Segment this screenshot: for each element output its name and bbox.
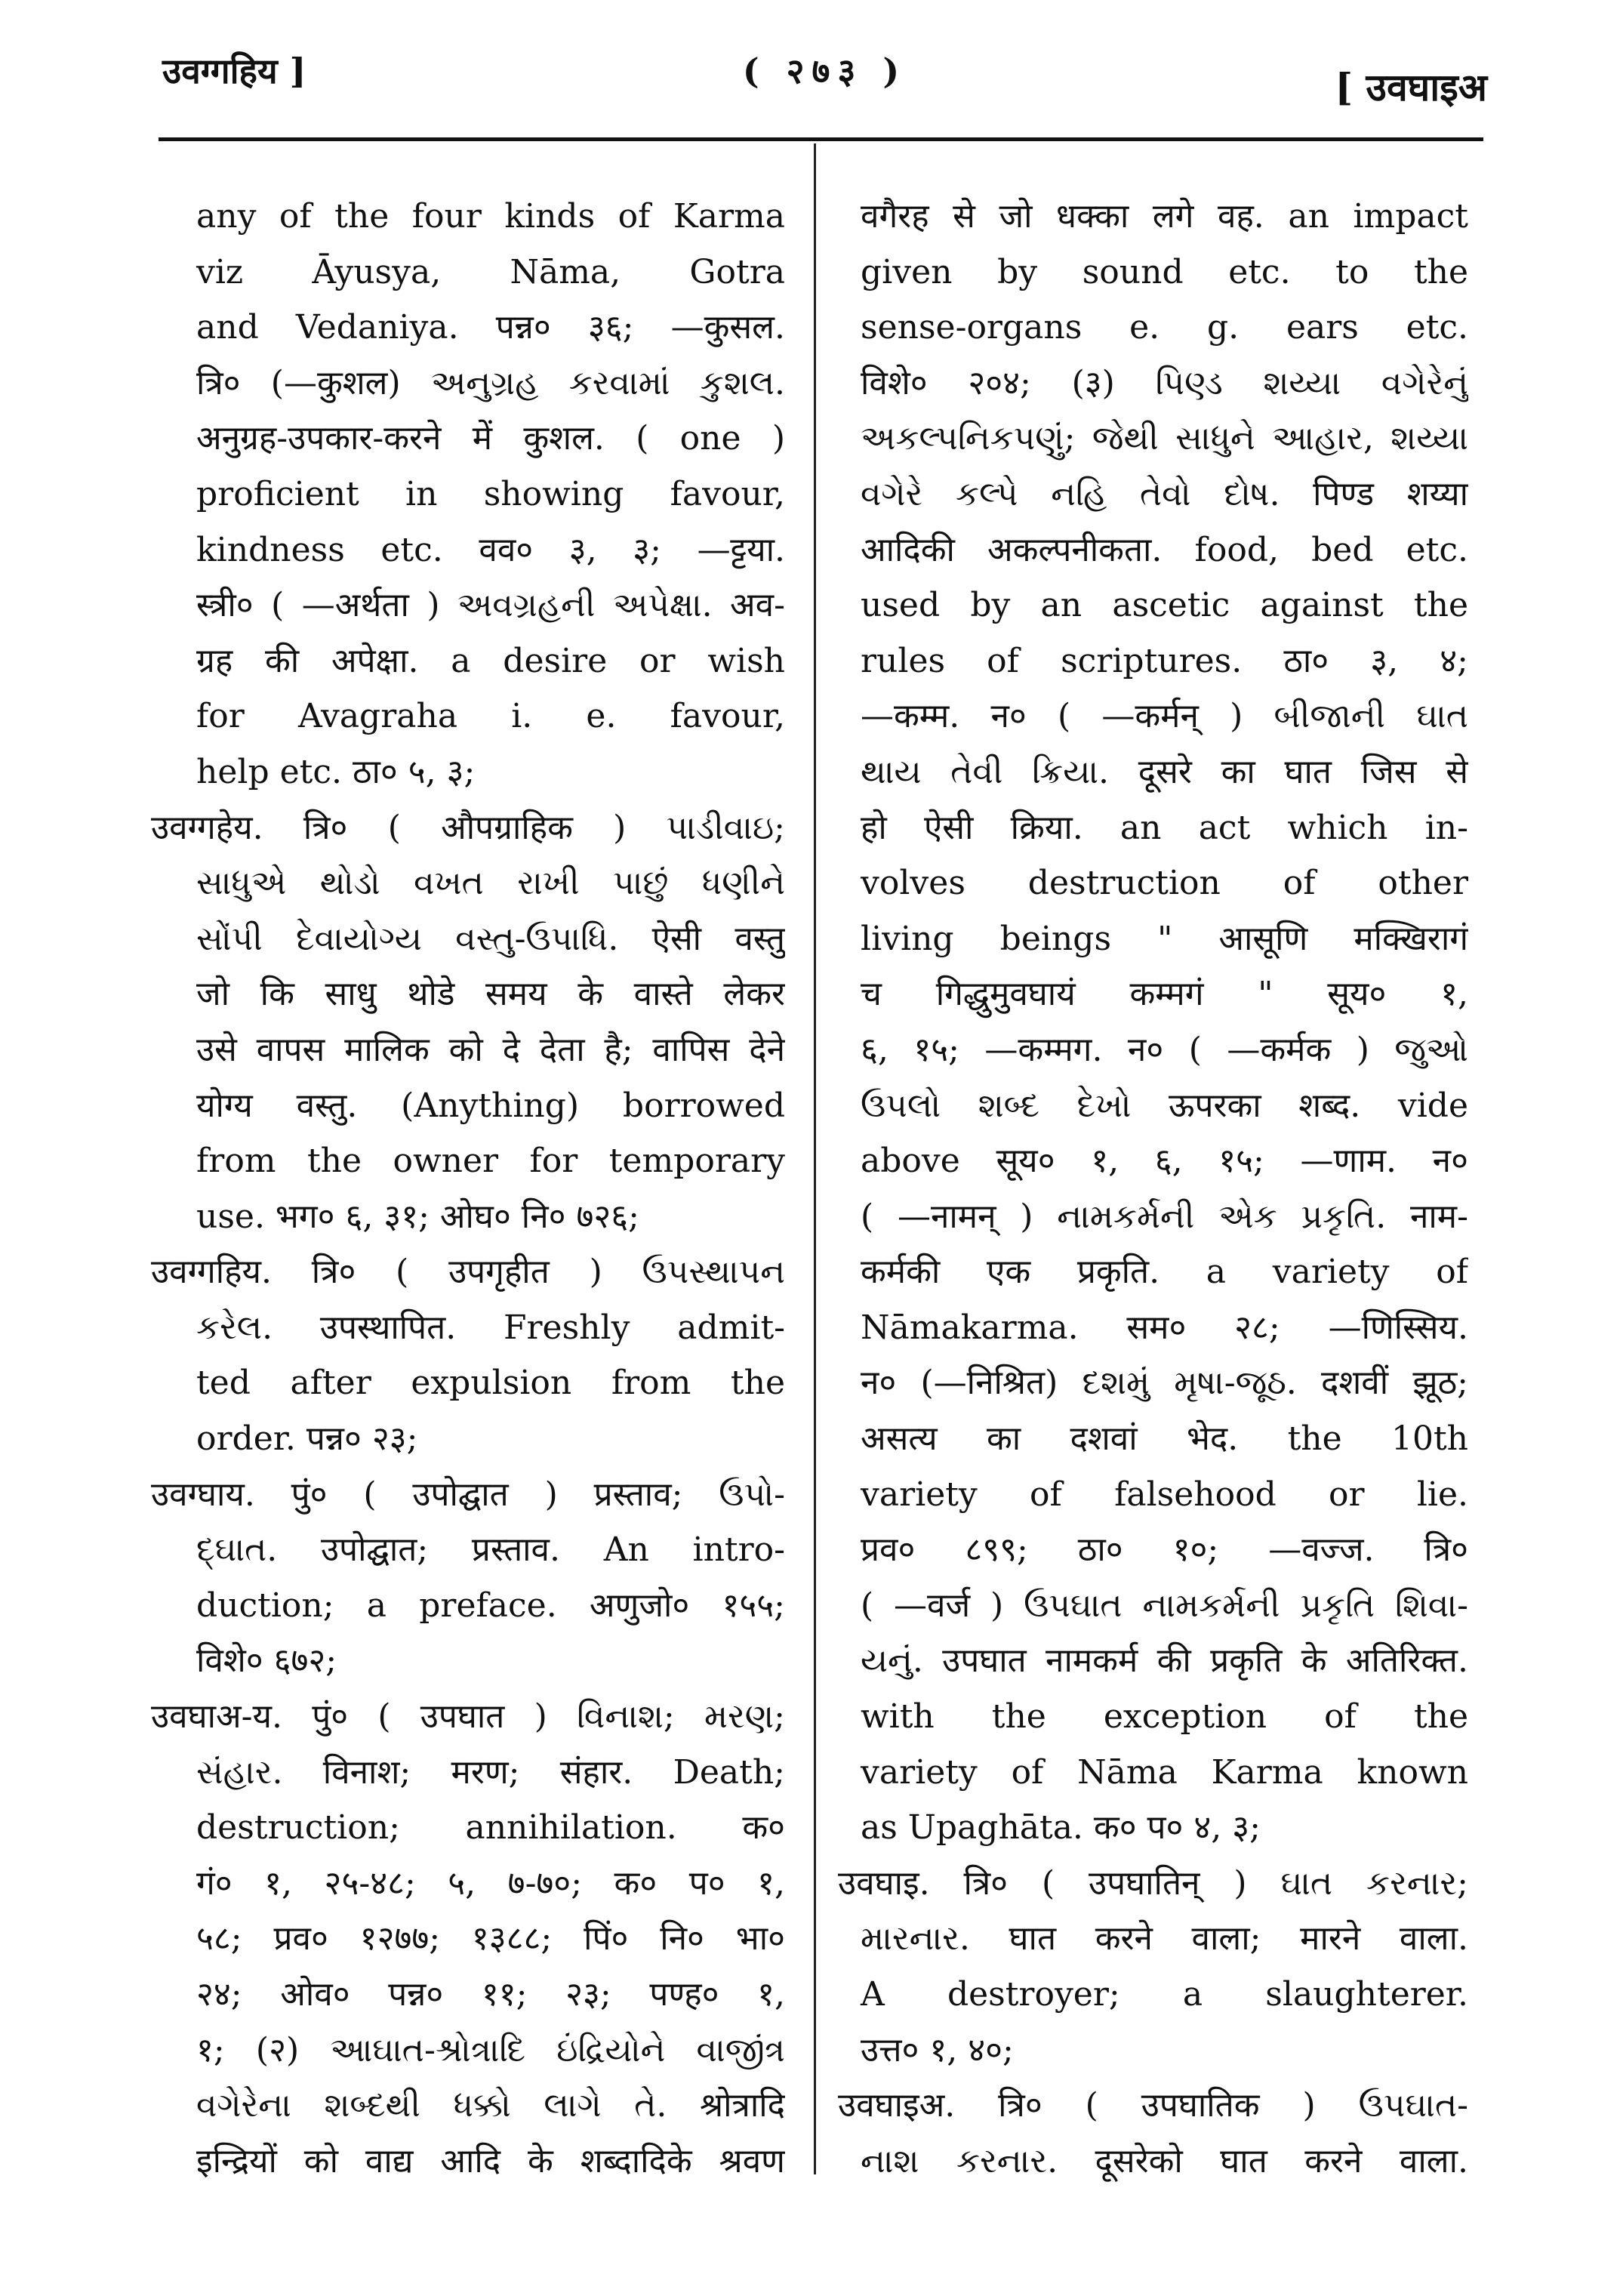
text-line: विशे० २०४; (३) પિણ્ડ શય્યા વગેરેનું <box>861 363 1468 402</box>
text-line: गं० १, २५-४८; ५, ७-७०; क० प० १, <box>196 1863 785 1903</box>
text-line: च गिद्धुमुवघायं कम्मगं " सूय० १, <box>861 975 1468 1014</box>
running-head <box>162 47 1487 107</box>
text-line: use. भग० ६, ३१; ओघ० नि० ७२६; <box>196 1197 639 1236</box>
text-line: प्रव० ८९९; ठा० १०; —वज्ज. त्रि० <box>861 1530 1468 1570</box>
text-line: kindness etc. वव० ३, ३; —ट्टया. <box>196 530 785 569</box>
text-line: Nāmakarma. सम० २८; —णिस्सिय. <box>861 1308 1468 1347</box>
text-line: living beings " आसूणि मक्खिरागं <box>861 919 1468 958</box>
text-line: स्त्री० ( —अर्थता ) અવગ્રહની અપેક્ષા. अव- <box>196 586 785 625</box>
text-line: विशे० ६७२; <box>196 1641 337 1681</box>
text-line: કરેલ. उपस्थापित. Freshly admit- <box>196 1308 785 1347</box>
text-line: for Avagraha i. e. favour, <box>196 697 785 736</box>
text-line: વગેરે કલ્પે નહિ તેવો દોષ. पिण्ड शय्या <box>861 474 1468 513</box>
text-line: volves destruction of other <box>861 864 1468 903</box>
text-line: त्रि० (—कुशल) અનુગ્રહ કરવામાં કુશલ. <box>196 363 785 402</box>
text-line: उत्त० १, ४०; <box>861 2030 1014 2069</box>
text-line: योग्य वस्तु. (Anything) borrowed <box>196 1086 785 1125</box>
text-line: order. पन्न० २३; <box>196 1419 418 1459</box>
text-line: destruction; annihilation. क० <box>196 1808 785 1848</box>
text-line: અકલ્પનિકપણું; જેથી સાધુને આહાર, શય્યા <box>861 419 1468 458</box>
text-line: above सूय० १, ६, १५; —णाम. न० <box>861 1142 1468 1181</box>
text-line: sense-organs e. g. ears etc. <box>861 308 1468 347</box>
text-line: हो ऐसी क्रिया. an act which in- <box>861 808 1468 847</box>
text-line: મારનાર. घात करने वाला; मारने वाला. <box>861 1919 1468 1959</box>
left-column <box>151 189 785 2189</box>
page-number: ( २७३ ) <box>742 51 907 91</box>
text-line: न० (—निश्रित) દશમું મૃષા-જૂઠ. दशवीं झूठ; <box>861 1364 1468 1403</box>
column-divider <box>814 143 816 2174</box>
text-line: સોંપી દેવાયોગ્ય વસ્તુ-ઉપાધિ. ऐसी वस्तु <box>196 919 785 958</box>
header-right-keyword: [ उवघाइअ <box>1335 65 1487 109</box>
text-line: कर्मकी एक प्रकृति. a variety of <box>861 1253 1468 1292</box>
text-line: rules of scriptures. ठा० ३, ४; <box>861 641 1468 680</box>
text-line: with the exception of the <box>861 1697 1468 1737</box>
text-line: proficient in showing favour, <box>196 474 785 513</box>
text-line: નાશ કરનાર. दूसरेको घात करने वाला. <box>861 2141 1468 2180</box>
text-line: થાય તેવી ક્રિયા. दूसरे का घात जिस से <box>861 752 1468 791</box>
text-line: and Vedaniya. पन्न० ३६; —कुसल. <box>196 308 785 347</box>
text-line: ( —वर्ज ) ઉપઘાત નામકર્મની પ્રકૃતિ શિવા- <box>861 1586 1468 1625</box>
text-line: २४; ओव० पन्न० ११; २३; पण्ह० १, <box>196 1975 785 2014</box>
text-line: जो कि साधु थोडे समय के वास्ते लेकर <box>196 975 785 1014</box>
text-line: ६, १५; —कम्मग. न० ( —कर्मक ) જુઓ <box>861 1030 1468 1069</box>
text-line: ५८; प्रव० १२७७; १३८८; पिं० नि० भा० <box>196 1919 785 1959</box>
text-line: viz Āyusya, Nāma, Gotra <box>196 252 785 291</box>
text-line: variety of falsehood or lie. <box>861 1475 1468 1514</box>
text-line: १; (२) આઘાત-શ્રોત્રાદિ ઇંદ્રિયોને વાજીંત્ર <box>196 2030 785 2069</box>
text-line: ted after expulsion from the <box>196 1364 785 1403</box>
text-line: યનું. उपघात नामकर्म की प्रकृति के अतिरिक्त. <box>861 1641 1468 1681</box>
text-line: वगैरह से जो धक्का लगे वह. an impact <box>861 197 1468 236</box>
text-line: used by an ascetic against the <box>861 586 1468 625</box>
header-rule <box>159 137 1483 141</box>
text-line: ग्रह की अपेक्षा. a desire or wish <box>196 641 785 680</box>
text-line: help etc. ठा० ५, ३; <box>196 752 476 791</box>
text-line: A destroyer; a slaughterer. <box>861 1975 1468 2014</box>
entry-headword-line: उवघाइ. त्रि० ( उपघातिन् ) ઘાત કરનાર; <box>838 1863 1468 1903</box>
text-line: असत्य का दशवां भेद. the 10th <box>861 1419 1468 1459</box>
text-line: from the owner for temporary <box>196 1142 785 1181</box>
text-line: अनुग्रह-उपकार-करने में कुशल. ( one ) <box>196 419 785 458</box>
text-line: duction; a preface. अणुजो० १५५; <box>196 1586 785 1625</box>
text-line: given by sound etc. to the <box>861 252 1468 291</box>
text-line: any of the four kinds of Karma <box>196 197 785 236</box>
text-line: ઉપલો શબ્દ દેખો ऊपरका शब्द. vide <box>861 1086 1468 1125</box>
text-line: —कम्म. न० ( —कर्मन् ) બીજાની ઘાત <box>861 697 1468 736</box>
text-line: इन्द्रियों को वाद्य आदि के शब्दादिके श्रवण <box>196 2141 785 2180</box>
text-line: સાધુએ થોડો વખત રાખી પાછું ધણીને <box>196 864 785 903</box>
entry-headword-line: उवघाअ-य. पुं० ( उपघात ) વિનાશ; મરણ; <box>151 1697 785 1737</box>
text-line: आदिकी अकल्पनीकता. food, bed etc. <box>861 530 1468 569</box>
text-line: उसे वापस मालिक को दे देता है; वापिस देने <box>196 1030 785 1069</box>
text-line: variety of Nāma Karma known <box>861 1752 1468 1792</box>
text-line: ( —नामन् ) નામકર્મની એક પ્રકૃતિ. नाम- <box>861 1197 1468 1236</box>
text-line: વગેરેના શબ્દથી ધક્કો લાગે તે. श्रोत्रादि <box>196 2086 785 2125</box>
header-left-keyword: उवग्गहिय ] <box>162 51 306 91</box>
right-column <box>838 189 1468 2189</box>
text-line: as Upaghāta. क० प० ४, ३; <box>861 1808 1261 1848</box>
entry-headword-line: उवग्गहेय. त्रि० ( औपग्राहिक ) પાડીવાઇ; <box>151 808 785 847</box>
entry-headword-line: उवग्गहिय. त्रि० ( उपगृहीत ) ઉપસ્થાપન <box>151 1253 785 1292</box>
entry-headword-line: उवग्घाय. पुं० ( उपोद्घात ) प्रस्ताव; ઉપો- <box>151 1475 785 1514</box>
text-line: દ્ઘાત. उपोद्घात; प्रस्ताव. An intro- <box>196 1530 785 1570</box>
entry-headword-line: उवघाइअ. त्रि० ( उपघातिक ) ઉપઘાત- <box>838 2086 1468 2125</box>
text-line: સંહાર. विनाश; मरण; संहार. Death; <box>196 1752 785 1792</box>
